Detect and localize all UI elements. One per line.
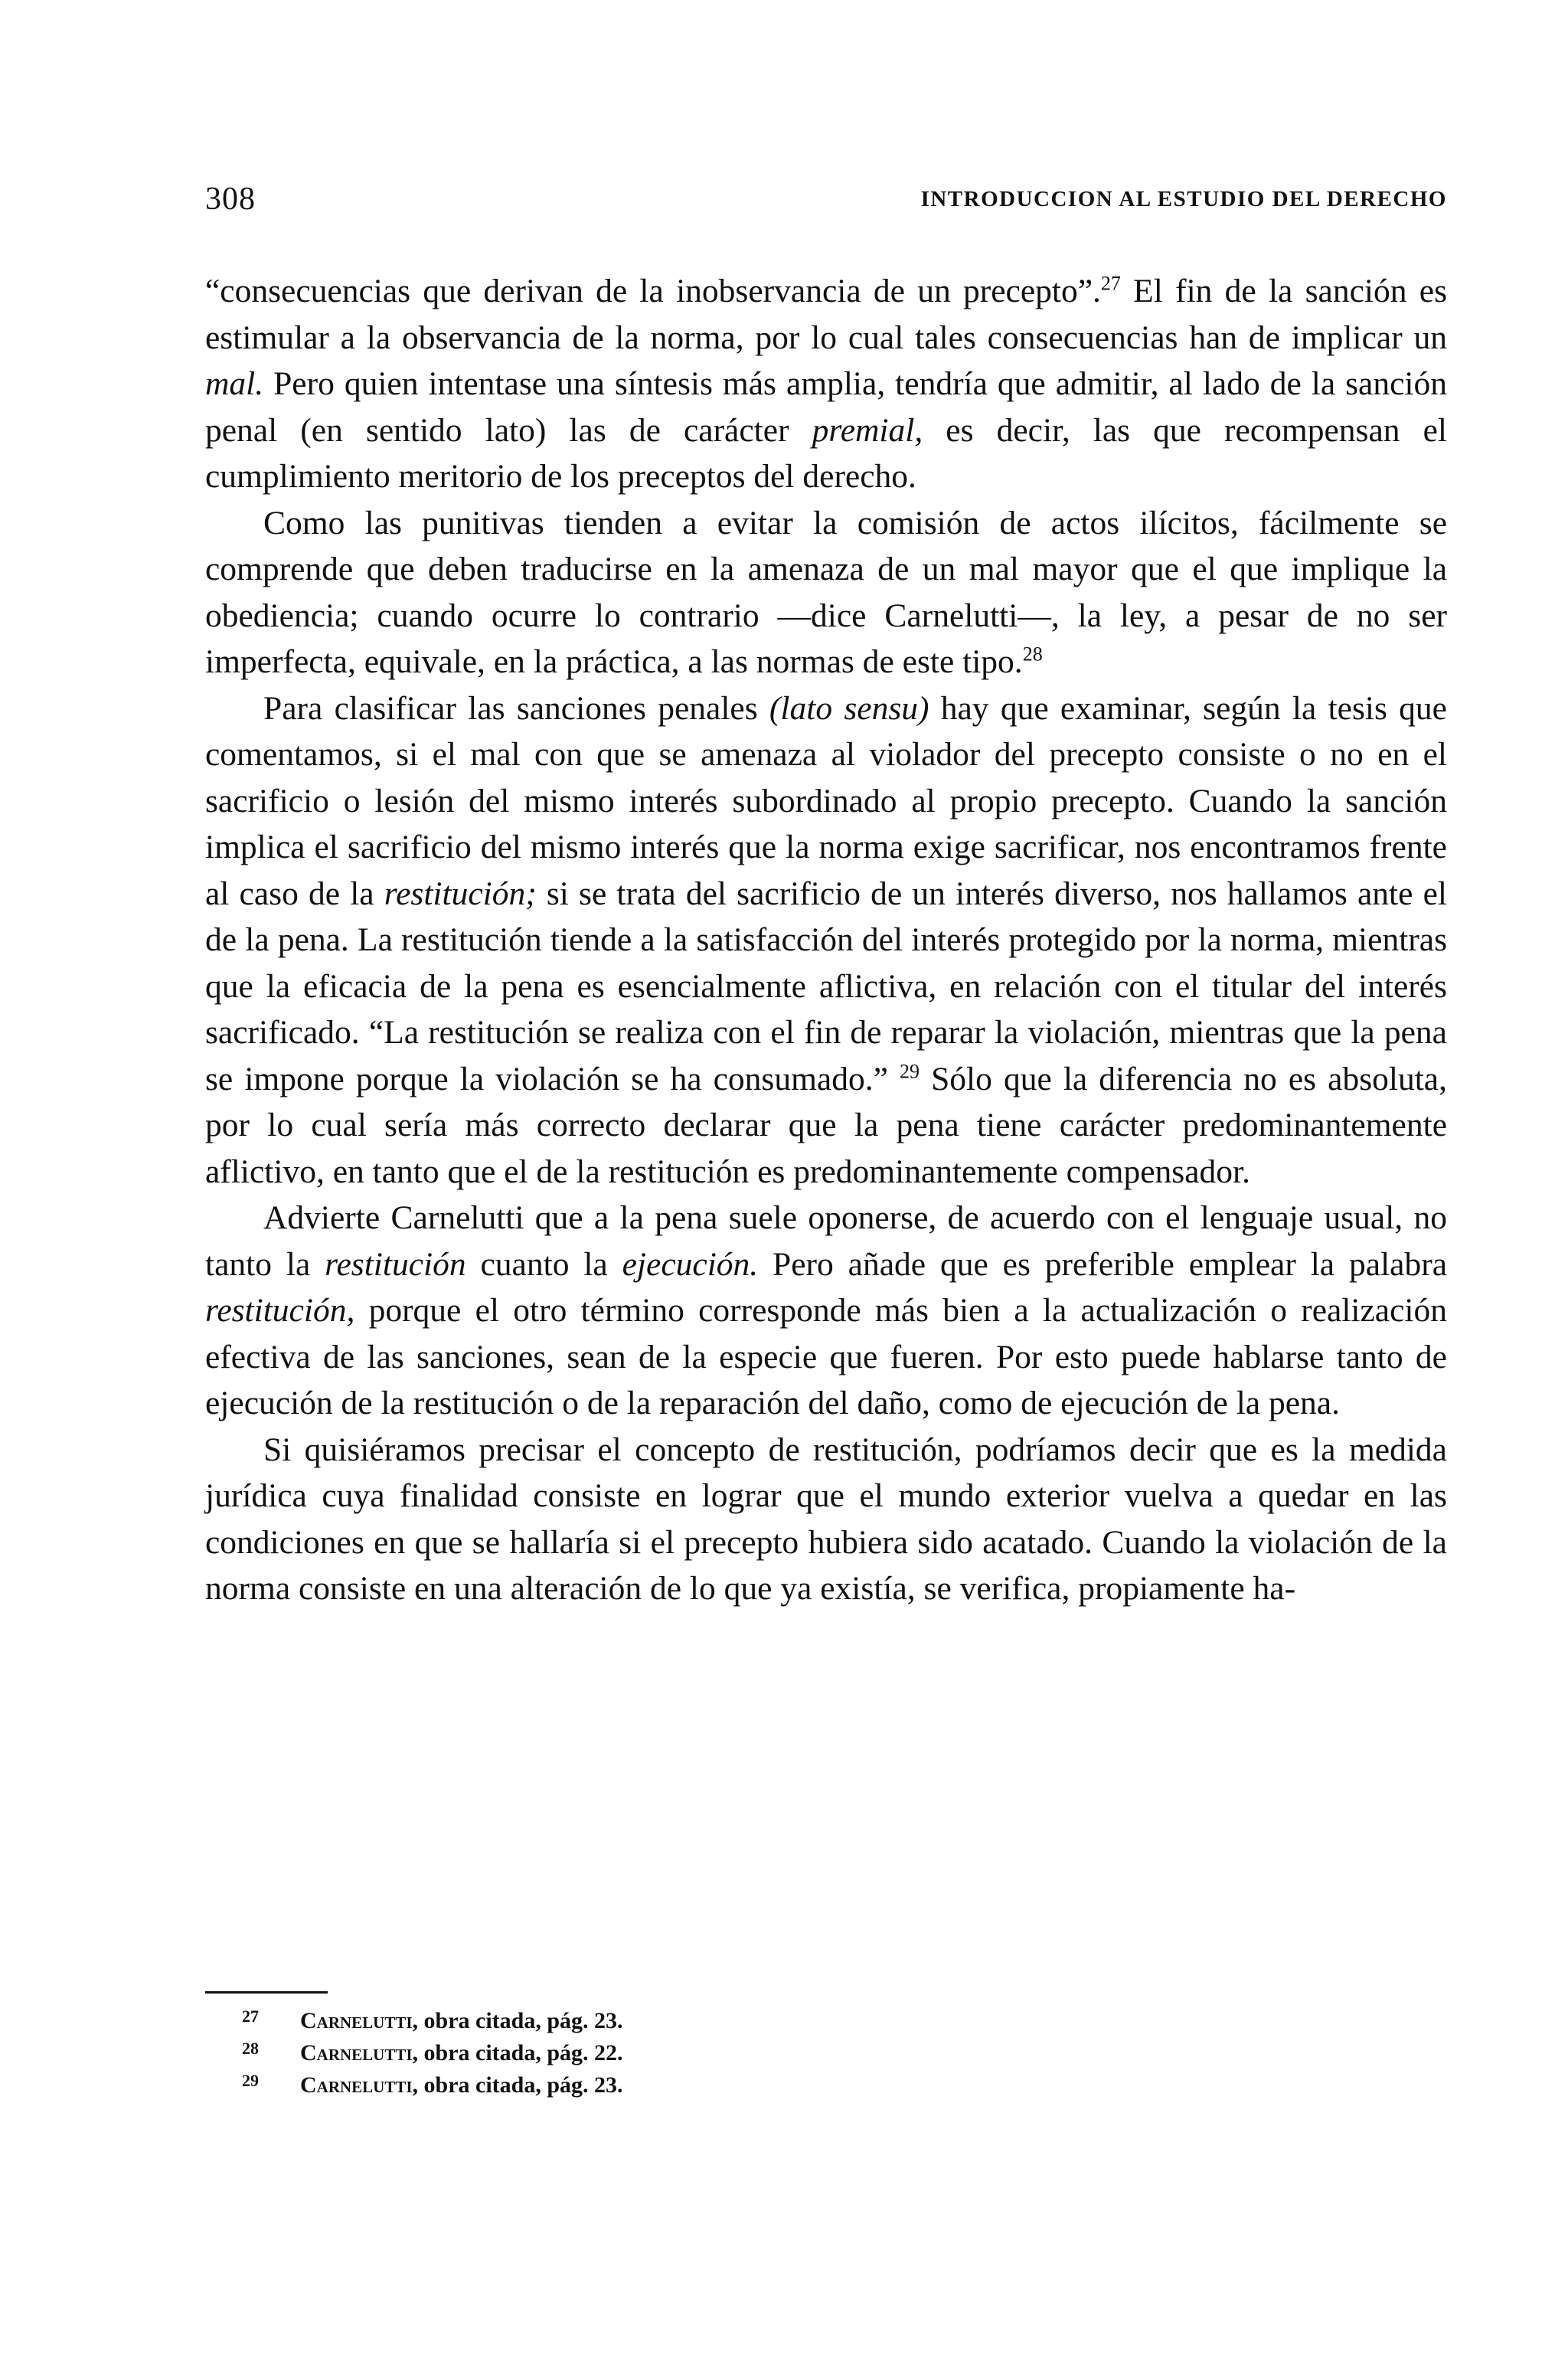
text-segment: El fin de la sanción es estimular a la observancia de la norma, por lo cual tales consecuencias han de implicar un	[205, 273, 1447, 356]
footnote-author: Carnelutti,	[300, 2008, 419, 2033]
italic-text: premial,	[812, 411, 923, 449]
footnote-text: obra citada, pág. 23.	[423, 2072, 623, 2098]
footnotes	[242, 2003, 1161, 2099]
footnote-number: 28	[242, 2039, 259, 2058]
footnote-number: 29	[242, 2071, 259, 2090]
paragraph	[205, 1195, 1447, 1427]
text-segment: Advierte Carnelutti que a la pena suele oponerse, de acuerdo con el lenguaje usual, no tanto la	[205, 1199, 1447, 1283]
paragraph	[205, 500, 1447, 685]
footnote-author: Carnelutti,	[300, 2072, 419, 2098]
footnote	[242, 2003, 1161, 2035]
italic-text: restitución	[325, 1245, 466, 1283]
text-segment: Para clasificar las sanciones penales	[263, 689, 769, 727]
footnote-reference: 29	[900, 1060, 920, 1082]
italic-text: restitución,	[205, 1292, 355, 1329]
text-segment: Sólo que la diferencia no es absoluta, por lo cual sería más correcto declarar que la pena tiene carácter predominantemente aflictivo, en tanto que el de la restitución es predominantemente compensador.	[205, 1060, 1447, 1190]
body-text	[205, 268, 1447, 1612]
italic-text: (lato sensu)	[769, 689, 929, 727]
paragraph	[205, 268, 1447, 500]
text-segment: “consecuencias que derivan de la inobservancia de un precepto”.	[205, 273, 1101, 309]
paragraph	[205, 1427, 1447, 1612]
footnote-number: 27	[242, 2007, 259, 2026]
text-segment: Si quisiéramos precisar el concepto de restitución, podríamos decir que es la medida jurídica cuya finalidad consiste en lograr que el mundo exterior vuelva a quedar en las condiciones en que se hallaría si el precepto hubiera sido acatado. Cuando la violación de la norma consiste en una alteración de lo que ya existía, se verifica, propiamente ha-	[205, 1431, 1447, 1607]
paragraph	[205, 685, 1447, 1195]
text-segment: Como las punitivas tienden a evitar la comisión de actos ilícitos, fácilmente se comprende que deben traducirse en la amenaza de un mal mayor que el que implique la obediencia; cuando ocurre lo contrario —dice Carnelutti—, la ley, a pesar de no ser imperfecta, equivale, en la práctica, a las normas de este tipo.	[205, 504, 1447, 680]
text-segment: Pero quien intentase una síntesis más amplia, tendría que admitir, al lado de la sanción penal (en sentido lato) las de carácter	[205, 365, 1447, 449]
footnote-divider	[205, 1991, 328, 1994]
italic-text: restitución;	[384, 875, 537, 912]
text-segment: Pero añade que es preferible emplear la palabra	[758, 1245, 1447, 1283]
text-segment: hay que examinar, según la tesis que comentamos, si el mal con que se amenaza al violador del precepto consiste o no en el sacrificio o lesión del mismo interés subordinado al propio precepto. Cuando la sanción implica el sacrificio del mismo interés que la norma exige sacrificar, nos encontramos frente al caso de la	[205, 689, 1447, 912]
text-segment: cuanto la	[466, 1245, 622, 1283]
footnote-reference: 27	[1100, 272, 1121, 295]
footnote-author: Carnelutti,	[300, 2040, 419, 2066]
page-header	[205, 181, 1447, 227]
text-segment: si se trata del sacrificio de un interés diverso, nos hallamos ante el de la pena. La restitución tiende a la satisfacción del interés protegido por la norma, mientras que la eficacia de la pena es esencialmente aflictiva, en relación con el titular del interés sacrificado. “La restitución se realiza con el fin de reparar la violación, mientras que la pena se impone porque la violación se ha consumado.”	[205, 875, 1447, 1097]
footnote	[242, 2067, 1161, 2099]
text-segment: porque el otro término corresponde más bien a la actualización o realización efectiva de las sanciones, sean de la especie que fueren. Por esto puede hablarse tanto de ejecución de la restitución o de la reparación del daño, como de ejecución de la pena.	[205, 1292, 1447, 1421]
italic-text: ejecución.	[622, 1245, 759, 1283]
footnote	[242, 2035, 1161, 2067]
text-segment: es decir, las que recompensan el cumplimiento meritorio de los preceptos del derecho.	[205, 411, 1448, 495]
page-number: 308	[205, 182, 256, 217]
footnote-text: obra citada, pág. 23.	[423, 2008, 623, 2033]
italic-text: mal.	[205, 365, 264, 402]
running-head: INTRODUCCION AL ESTUDIO DEL DERECHO	[920, 187, 1447, 211]
footnote-text: obra citada, pág. 22.	[423, 2040, 623, 2066]
footnote-reference: 28	[1022, 643, 1043, 666]
